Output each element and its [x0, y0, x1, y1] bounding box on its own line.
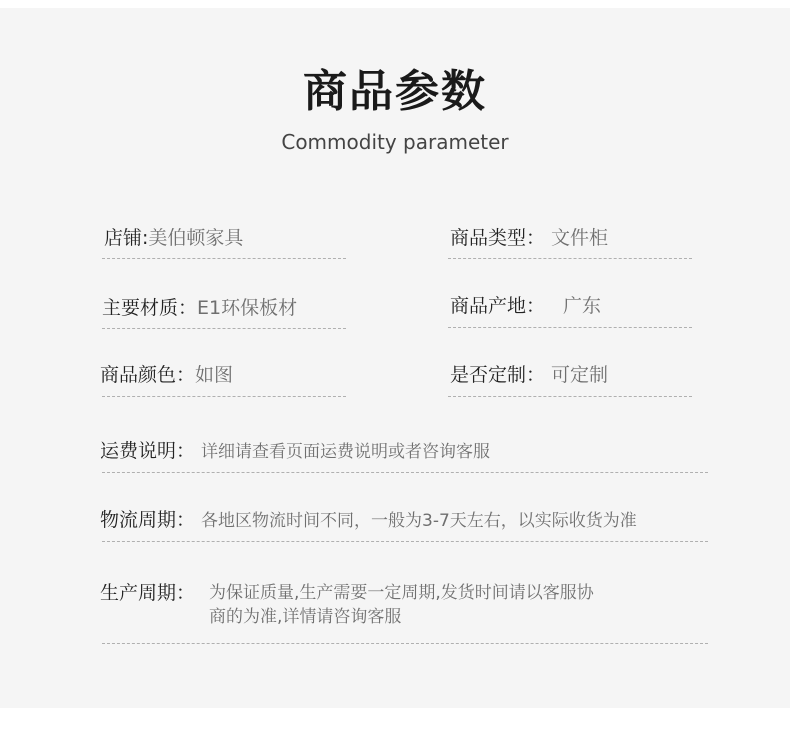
divider-custom: [448, 396, 692, 397]
divider-color: [102, 396, 346, 397]
param-custom-value: 可定制: [551, 364, 609, 386]
param-production-label: 生产周期：: [100, 582, 196, 604]
param-logistics: [100, 507, 637, 534]
param-origin: [450, 293, 601, 319]
page-subtitle: Commodity parameter: [281, 130, 509, 154]
param-type: [450, 225, 608, 251]
param-color-value: 如图: [195, 364, 234, 386]
param-logistics-label: 物流周期：: [100, 509, 196, 531]
divider-origin: [448, 327, 692, 328]
param-origin-value: 广东: [563, 295, 602, 317]
param-store: [104, 225, 243, 251]
param-material-value: E1环保板材: [197, 297, 298, 319]
param-material: [102, 295, 297, 321]
param-logistics-value: 各地区物流时间不同，一般为3-7天左右，以实际收货为准: [201, 511, 637, 531]
param-type-label: 商品类型：: [450, 227, 546, 249]
divider-shipping: [102, 472, 708, 473]
divider-type: [448, 258, 692, 259]
param-color-label: 商品颜色：: [100, 364, 196, 386]
param-origin-label: 商品产地：: [450, 295, 546, 317]
param-production-value-line2: 商的为准,详情请咨询客服: [209, 607, 402, 627]
page-title: 商品参数: [303, 66, 487, 117]
param-shipping-value: 详细请查看页面运费说明或者咨询客服: [201, 442, 491, 462]
divider-store: [102, 258, 346, 259]
param-shipping-label: 运费说明：: [100, 440, 196, 462]
param-custom-label: 是否定制：: [450, 364, 546, 386]
param-production-value-line1: 为保证质量,生产需要一定周期,发货时间请以客服协: [209, 583, 594, 603]
param-shipping: [100, 438, 490, 465]
param-color: [100, 362, 233, 388]
divider-production: [102, 643, 708, 644]
divider-material: [102, 328, 346, 329]
param-material-label: 主要材质：: [102, 297, 198, 319]
param-type-value: 文件柜: [551, 227, 609, 249]
divider-logistics: [102, 541, 708, 542]
param-custom: [450, 362, 608, 388]
param-production: [100, 580, 195, 606]
param-store-value: 美伯顿家具: [148, 227, 244, 249]
param-store-label: 店铺:: [104, 227, 149, 249]
